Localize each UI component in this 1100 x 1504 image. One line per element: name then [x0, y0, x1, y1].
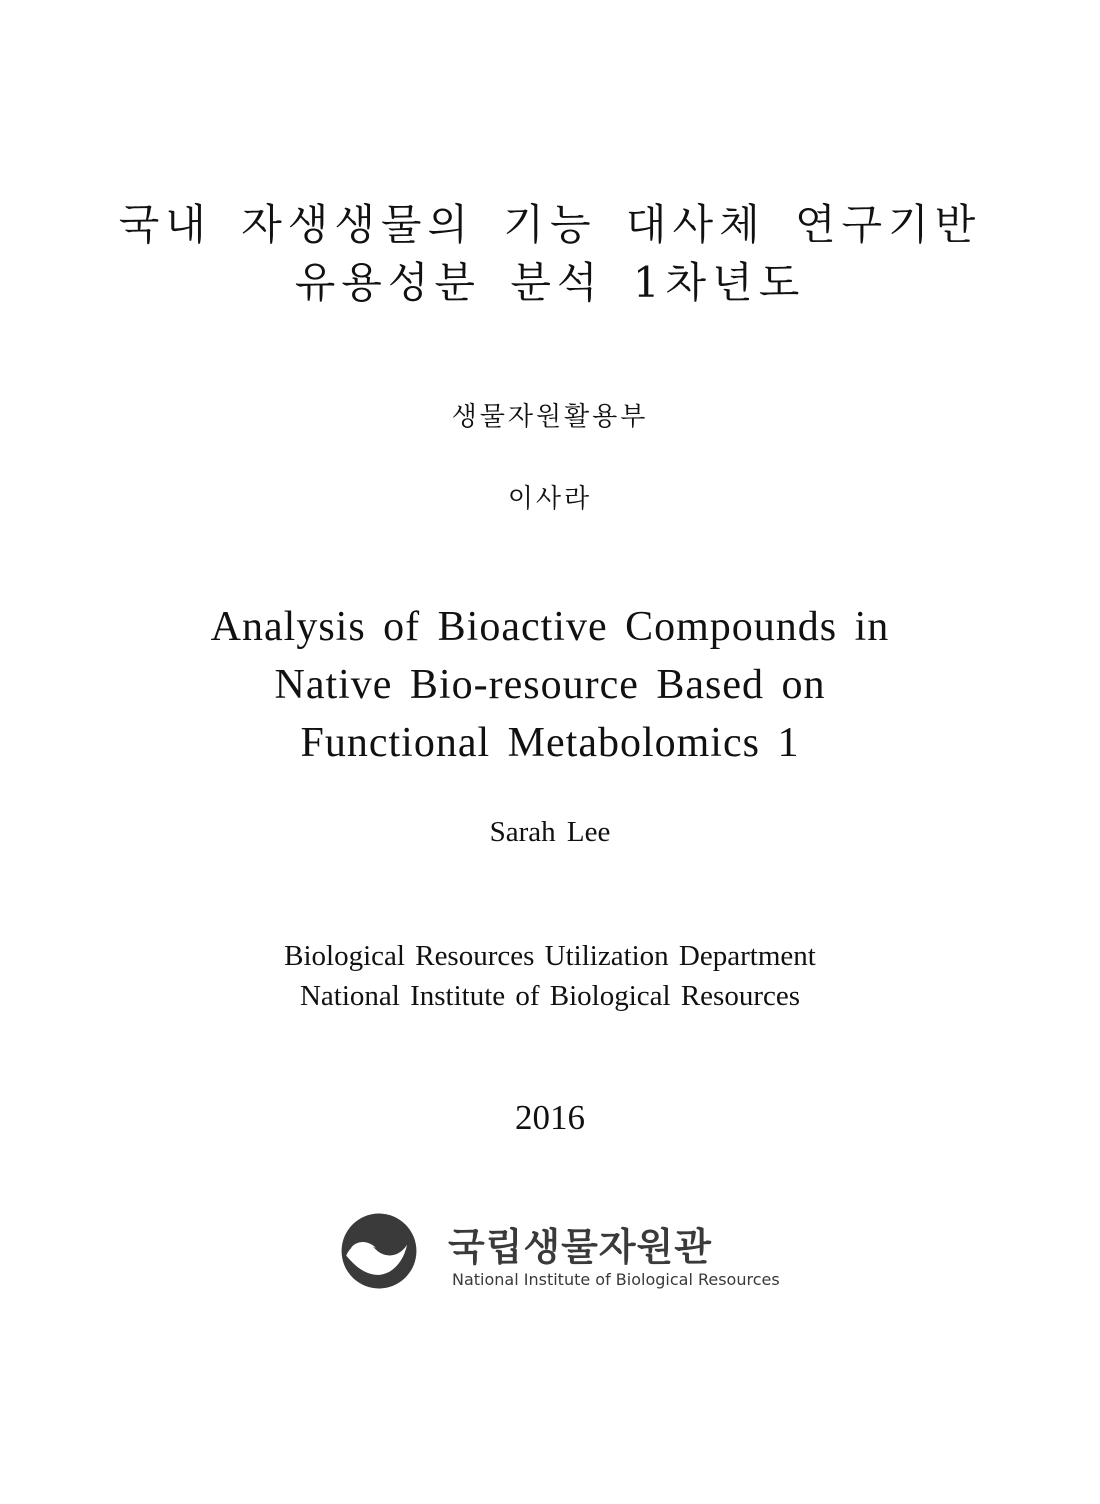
english-title — [0, 598, 1100, 772]
affiliation — [0, 936, 1100, 1016]
taegeuk-swirl-icon — [340, 1212, 418, 1290]
affiliation-department: Biological Resources Utilization Department — [284, 940, 816, 972]
korean-title-line-2: 유용성분 분석 1차년도 — [294, 258, 806, 307]
logo-korean-name: 국립생물자원관 — [448, 1225, 712, 1269]
affiliation-institute: National Institute of Biological Resources — [299, 980, 801, 1012]
english-title-line-3: Functional Metabolomics 1 — [300, 720, 800, 766]
institute-logo — [318, 1198, 798, 1306]
english-title-line-1: Analysis of Bioactive Compounds in — [210, 604, 890, 650]
publication-year: 2016 — [515, 1098, 585, 1137]
korean-department: 생물자원활용부 — [451, 402, 649, 432]
logo-english-name: National Institute of Biological Resources — [452, 1270, 780, 1289]
english-title-line-2: Native Bio-resource Based on — [274, 662, 826, 708]
korean-author: 이사라 — [507, 484, 593, 514]
korean-title-line-1: 국내 자생생물의 기능 대사체 연구기반 — [118, 200, 982, 249]
korean-title — [0, 196, 1100, 312]
english-author: Sarah Lee — [489, 816, 611, 848]
